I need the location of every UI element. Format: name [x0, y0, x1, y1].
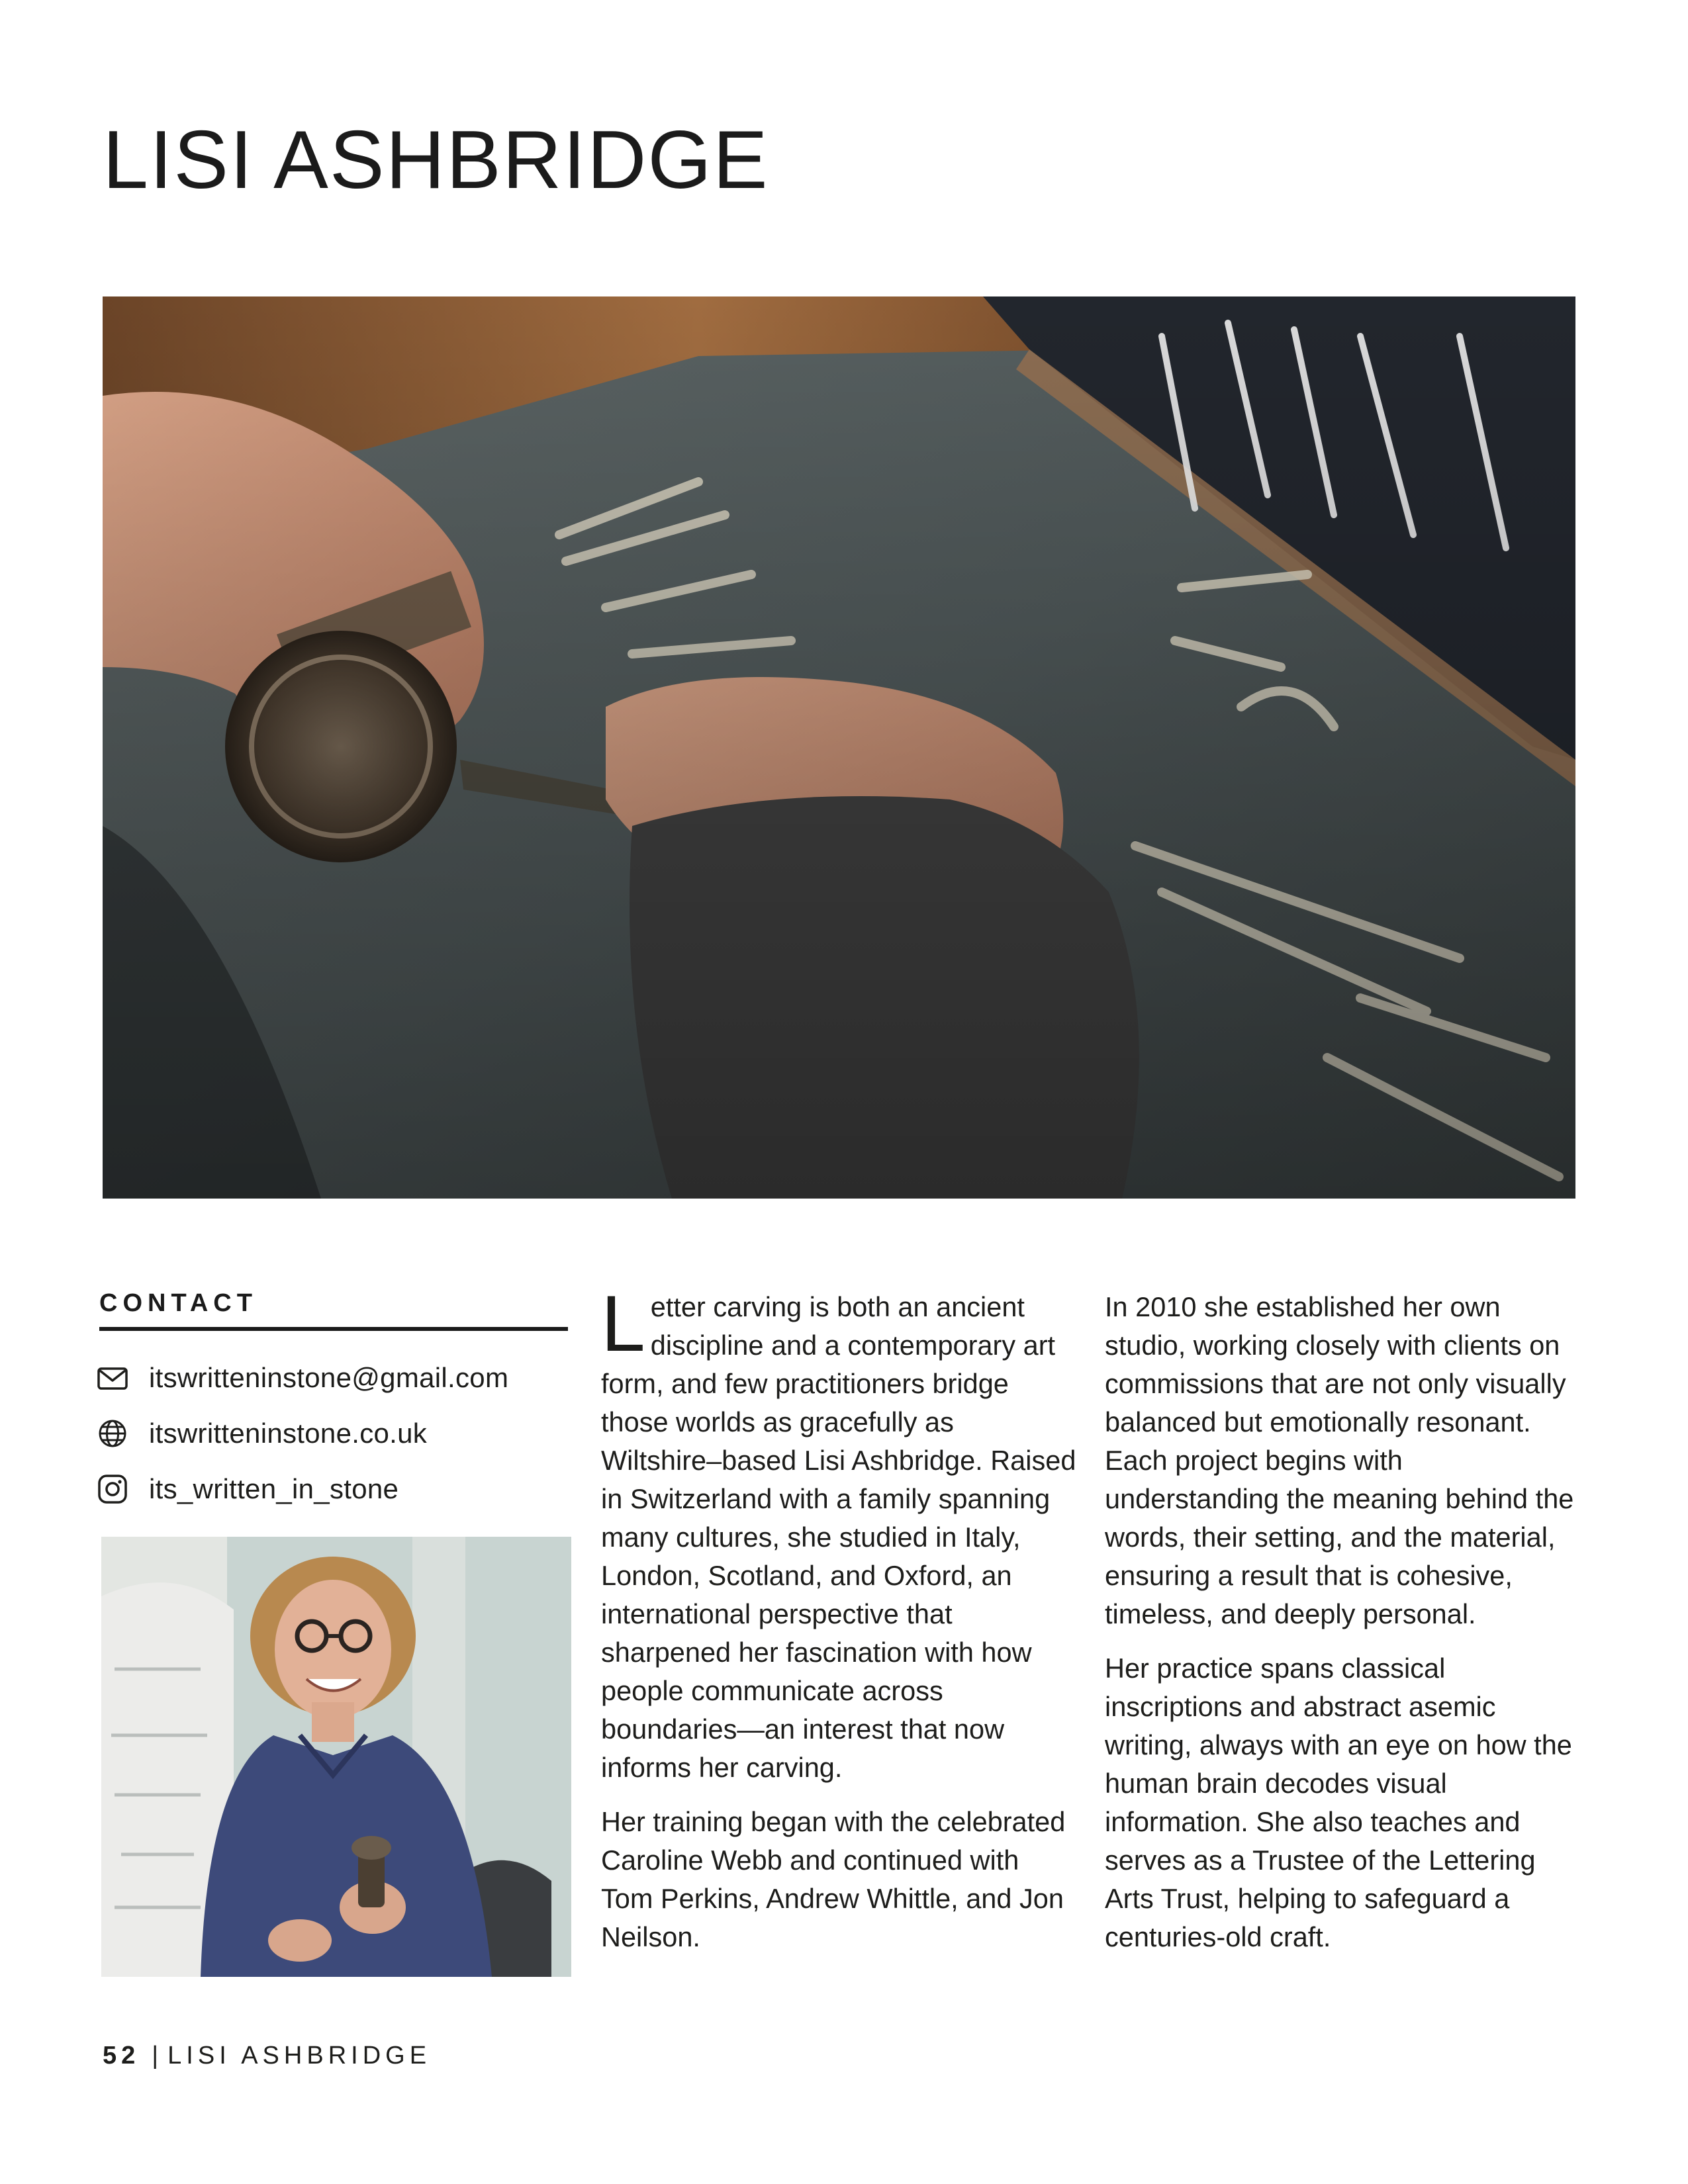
- article-column-1: [601, 1279, 1078, 1972]
- page-footer: [103, 2042, 431, 2070]
- contact-heading: CONTACT: [99, 1289, 568, 1331]
- instagram-icon: [96, 1473, 129, 1506]
- contact-list: [96, 1350, 573, 1517]
- contact-email[interactable]: itswritteninstone@gmail.com: [149, 1362, 509, 1393]
- dropcap-letter: L: [601, 1279, 645, 1368]
- contact-website-row[interactable]: [96, 1406, 573, 1461]
- page-title: LISI ASHBRIDGE: [103, 114, 769, 206]
- page-number: 52: [103, 2042, 140, 2070]
- article-column-2: [1105, 1288, 1581, 1972]
- footer-label: LISI ASHBRIDGE: [167, 2042, 432, 2070]
- hero-photo-letter-carving: [103, 296, 1575, 1199]
- contact-email-row[interactable]: [96, 1350, 573, 1406]
- article-paragraph-1-text: etter carving is both an ancient discipline and a contemporary art form, and few practitioners bridge those worlds as gracefully as Wiltshire–based Lisi Ashbridge. Raised in Switzerland with a family spanning many cultures, she studied in Italy, London, Scotland, and Oxford, an international perspective that sharpened her fascination with how people communicate across boundaries—an interest that now informs her carving.: [601, 1291, 1076, 1783]
- contact-instagram[interactable]: its_written_in_stone: [149, 1473, 399, 1504]
- portrait-photo-lisi-ashbridge: [101, 1537, 571, 1977]
- contact-instagram-row[interactable]: [96, 1461, 573, 1517]
- globe-icon: [96, 1417, 129, 1450]
- article-paragraph-1: [601, 1279, 1078, 1787]
- contact-website[interactable]: itswritteninstone.co.uk: [149, 1418, 428, 1449]
- envelope-icon: [96, 1361, 129, 1394]
- article-paragraph-2: Her training began with the celebrated Caroline Webb and continued with Tom Perkins, Andrew Whittle, and Jon Neilson.: [601, 1806, 1066, 1952]
- footer-separator: |: [152, 2042, 159, 2070]
- article-paragraph-4: Her practice spans classical inscriptions and abstract asemic writing, always with an eye on how the human brain decodes visual information. She also teaches and serves as a Trustee of the Lettering Arts Trust, helping to safeguard a centuries-old craft.: [1105, 1653, 1572, 1952]
- article-paragraph-3: In 2010 she established her own studio, working closely with clients on commissions that are not only visually balanced but emotionally resonant. Each project begins with understanding the meaning behind the words, their setting, and the material, ensuring a result that is cohesive, timeless, and deeply personal.: [1105, 1291, 1574, 1629]
